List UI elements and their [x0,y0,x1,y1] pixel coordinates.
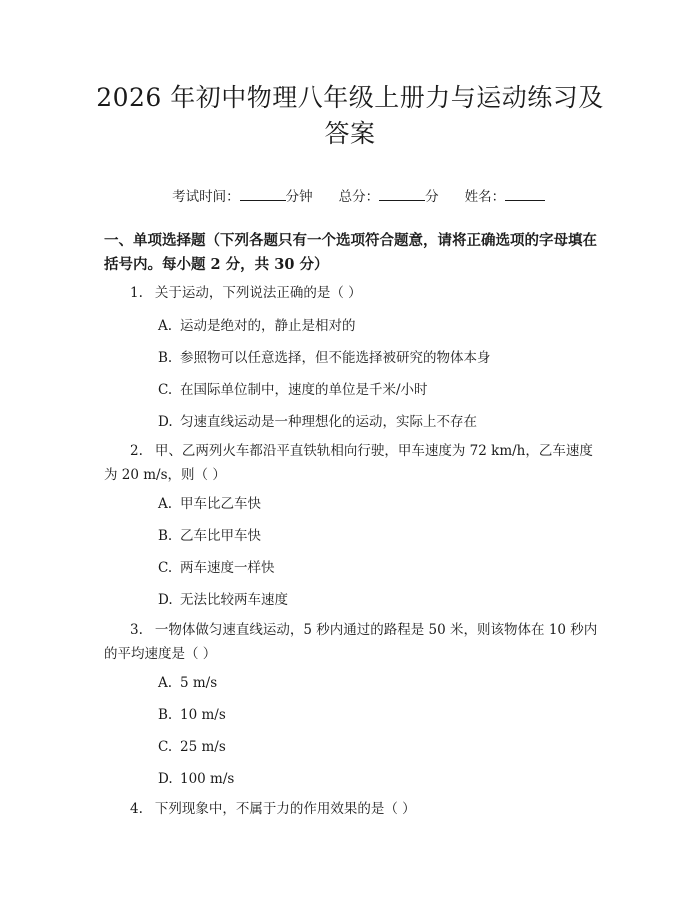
option-text: 参照物可以任意选择，但不能选择被研究的物体本身 [180,350,491,366]
question-stem: 关于运动，下列说法正确的是（ ） [154,285,362,301]
exam-info-line [0,169,700,221]
question-number: 2. [130,443,143,459]
option-text: 100 m/s [180,771,235,787]
option-3c[interactable] [158,737,598,757]
option-3b[interactable] [158,705,598,725]
option-letter: D. [158,592,173,608]
option-text: 甲车比乙车快 [180,496,261,512]
name-blank[interactable] [505,200,545,201]
option-2c[interactable] [158,558,598,578]
option-3a[interactable] [158,673,598,693]
option-text: 25 m/s [180,739,226,755]
option-text: 运动是绝对的，静止是相对的 [180,318,356,334]
option-letter: A. [158,318,173,334]
score-label: 总分： [338,189,380,205]
score-unit: 分 [425,189,439,205]
option-letter: C. [158,739,173,755]
section-heading: 一、单项选择题（下列各题只有一个选项符合题意，请将正确选项的字母填在括号内。每小题 2 分，共 30 分） [104,232,597,273]
question-stem: 下列现象中，不属于力的作用效果的是（ ） [154,801,416,817]
question-number: 1. [130,285,143,301]
option-1b[interactable] [158,348,598,368]
name-label: 姓名： [464,189,506,205]
option-letter: D. [158,414,173,430]
score-blank[interactable] [379,200,425,201]
time-blank[interactable] [240,200,286,201]
option-text: 无法比较两车速度 [180,592,288,608]
question-4 [104,797,600,821]
option-1a[interactable] [158,316,598,336]
option-text: 匀速直线运动是一种理想化的运动，实际上不存在 [180,414,477,430]
option-3d[interactable] [158,769,598,789]
question-stem: 一物体做匀速直线运动，5 秒内通过的路程是 50 米，则该物体在 10 秒内的平均速度是（ ） [104,622,598,662]
option-letter: B. [158,350,173,366]
question-1 [104,281,600,305]
option-letter: A. [158,675,173,691]
page-title: 2026 年初中物理八年级上册力与运动练习及答案 [96,83,604,148]
option-text: 5 m/s [180,675,218,691]
question-3 [104,618,600,666]
option-2a[interactable] [158,494,598,514]
option-2b[interactable] [158,526,598,546]
option-text: 在国际单位制中，速度的单位是千米/小时 [180,382,428,398]
question-number: 3. [130,622,143,638]
option-2d[interactable] [158,590,598,610]
option-letter: C. [158,382,173,398]
option-letter: B. [158,528,173,544]
option-1d[interactable] [158,412,598,432]
question-number: 4. [130,801,143,817]
option-letter: B. [158,707,173,723]
option-letter: A. [158,496,173,512]
time-unit: 分钟 [285,189,313,205]
option-text: 两车速度一样快 [180,560,275,576]
option-letter: C. [158,560,173,576]
question-2 [104,439,600,487]
option-letter: D. [158,771,173,787]
option-text: 乙车比甲车快 [180,528,261,544]
option-text: 10 m/s [180,707,226,723]
option-1c[interactable] [158,380,598,400]
question-stem: 甲、乙两列火车都沿平直铁轨相向行驶，甲车速度为 72 km/h，乙车速度为 20 m/s，则（ ） [104,443,593,483]
time-label: 考试时间： [172,189,240,205]
